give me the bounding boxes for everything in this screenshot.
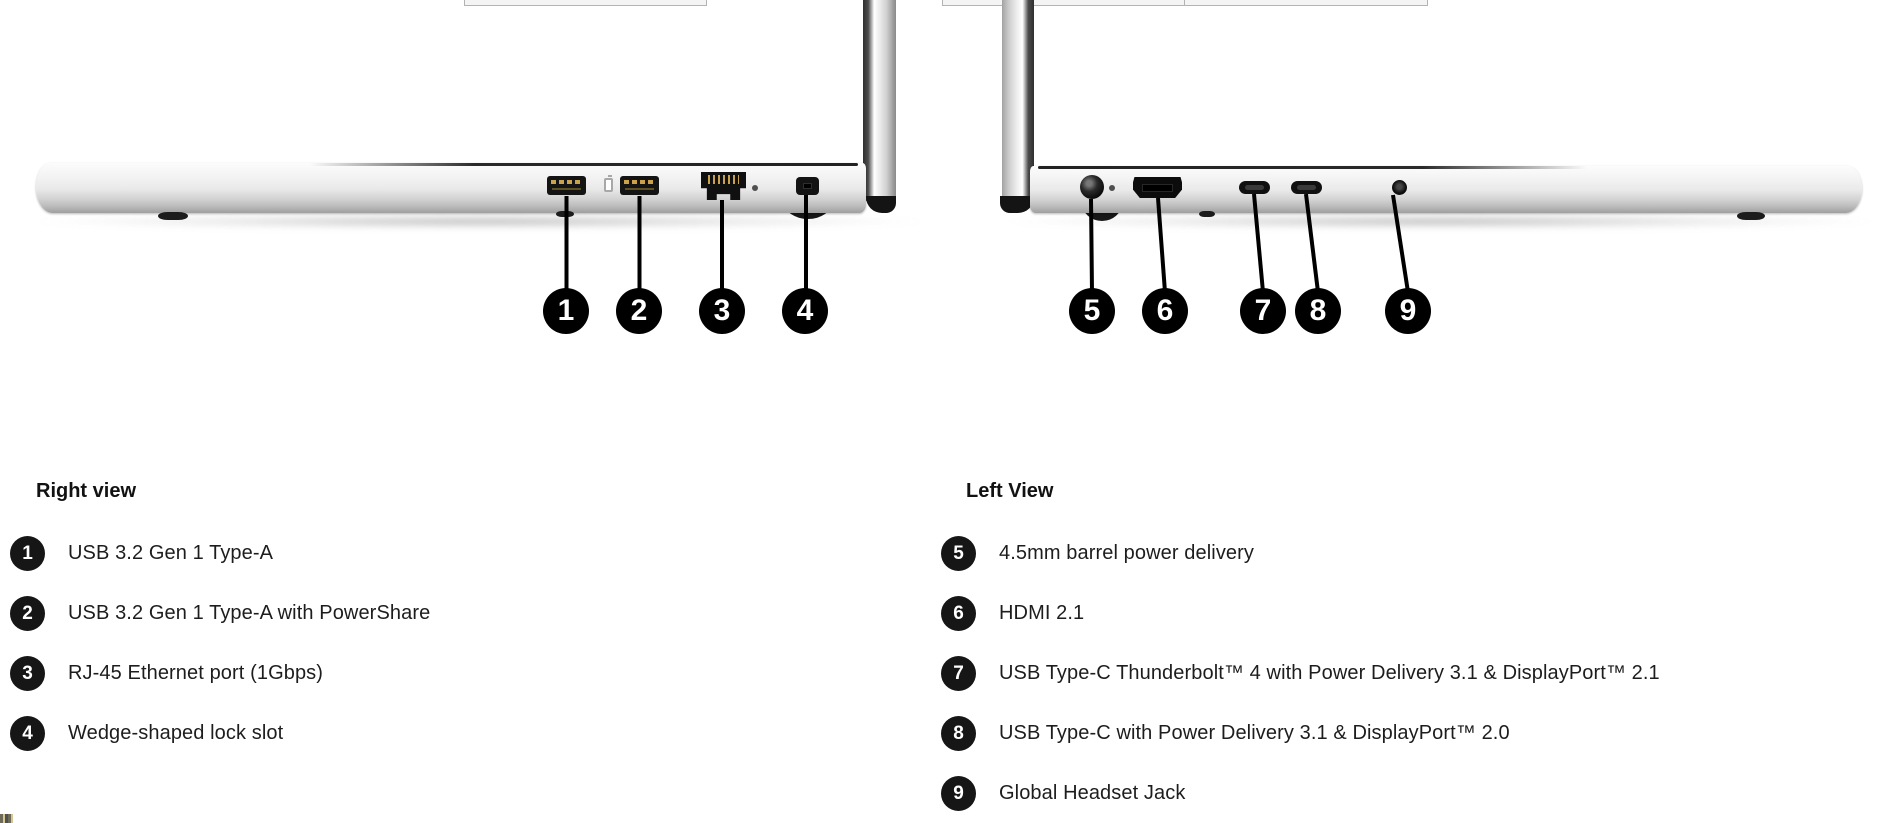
- legend-item: [941, 776, 1660, 811]
- legend-badge: 6: [941, 596, 976, 631]
- legend-label: 4.5mm barrel power delivery: [999, 542, 1255, 564]
- callout-6: 6: [1142, 288, 1188, 334]
- power-barrel-port-icon: [1080, 175, 1104, 199]
- usb-a-powershare-port-icon: [620, 176, 659, 195]
- legend-label: Wedge-shaped lock slot: [68, 722, 284, 744]
- callout-2: 2: [616, 288, 662, 334]
- usb-a-port-icon: [547, 176, 586, 195]
- lock-slot-icon: [796, 177, 819, 195]
- hdmi-port-icon: [1133, 177, 1182, 198]
- status-led-icon: [1109, 185, 1115, 191]
- laptop-foot: [1199, 211, 1215, 217]
- laptop-foot: [556, 211, 574, 217]
- laptop-hinge: [866, 196, 896, 213]
- legend-item: [10, 596, 430, 631]
- usb-c-thunderbolt-port-icon: [1239, 181, 1270, 194]
- callout-9: 9: [1385, 288, 1431, 334]
- headset-jack-icon: [1392, 180, 1407, 195]
- callout-8: 8: [1295, 288, 1341, 334]
- powershare-battery-icon: [604, 178, 613, 192]
- legend-item: [941, 536, 1660, 571]
- callout-7: 7: [1240, 288, 1286, 334]
- left-view-title: Left View: [966, 480, 1054, 502]
- legend-badge: 2: [10, 596, 45, 631]
- legend-item: [941, 596, 1660, 631]
- callout-5: 5: [1069, 288, 1115, 334]
- legend-item: [10, 656, 430, 691]
- laptop-foot: [158, 212, 188, 220]
- callout-3: 3: [699, 288, 745, 334]
- legend-label: RJ-45 Ethernet port (1Gbps): [68, 662, 324, 684]
- legend-badge: 7: [941, 656, 976, 691]
- legend-label: Global Headset Jack: [999, 782, 1186, 804]
- legend-label: HDMI 2.1: [999, 602, 1085, 624]
- legend-badge: 4: [10, 716, 45, 751]
- table-fragment-divider: [1184, 0, 1185, 5]
- cropped-corner-fragment: [0, 814, 13, 823]
- legend-item: [10, 716, 430, 751]
- legend-badge: 9: [941, 776, 976, 811]
- left-view-legend: [941, 536, 1660, 823]
- legend-label: USB 3.2 Gen 1 Type-A with PowerShare: [68, 602, 431, 624]
- legend-badge: 1: [10, 536, 45, 571]
- legend-badge: 8: [941, 716, 976, 751]
- legend-item: [941, 656, 1660, 691]
- right-view-title: Right view: [36, 480, 137, 502]
- callout-1: 1: [543, 288, 589, 334]
- status-led-icon: [752, 185, 758, 191]
- right-view-legend: [10, 536, 430, 776]
- laptop-foot: [1737, 212, 1765, 220]
- legend-label: USB Type-C Thunderbolt™ 4 with Power Delivery 3.1 & DisplayPort™ 2.1: [999, 662, 1660, 684]
- cropped-table-fragment-left: [464, 0, 707, 6]
- callout-4: 4: [782, 288, 828, 334]
- usb-c-port-icon: [1291, 181, 1322, 194]
- legend-item: [10, 536, 430, 571]
- legend-label: USB Type-C with Power Delivery 3.1 & DisplayPort™ 2.0: [999, 722, 1510, 744]
- legend-label: USB 3.2 Gen 1 Type-A: [68, 542, 274, 564]
- legend-item: [941, 716, 1660, 751]
- legend-badge: 5: [941, 536, 976, 571]
- laptop-hinge: [1000, 196, 1034, 213]
- laptop-screen-edge: [863, 0, 896, 206]
- legend-badge: 3: [10, 656, 45, 691]
